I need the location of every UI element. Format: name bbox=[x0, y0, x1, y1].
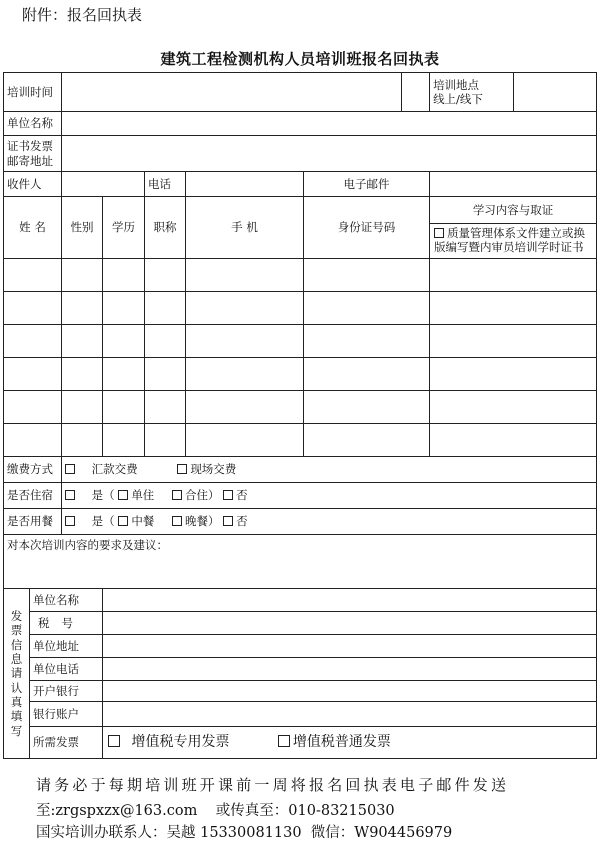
participant-education-cell[interactable] bbox=[103, 424, 145, 457]
participant-title-cell[interactable] bbox=[145, 292, 186, 325]
invoice-vertical-char: 信 bbox=[10, 637, 23, 652]
payment-onsite-checkbox[interactable] bbox=[177, 464, 187, 474]
participant-title-cell[interactable] bbox=[145, 391, 186, 424]
invoice-bank-cell[interactable] bbox=[103, 681, 597, 702]
meal-yes-checkbox[interactable] bbox=[65, 516, 75, 526]
invoice-vertical-char: 认 bbox=[10, 680, 23, 695]
participant-course-cell[interactable] bbox=[430, 259, 597, 292]
participant-course-cell[interactable] bbox=[430, 391, 597, 424]
lodging-label: 是否住宿 bbox=[4, 483, 62, 509]
participant-education-cell[interactable] bbox=[103, 391, 145, 424]
participant-row bbox=[4, 358, 597, 391]
col-name-header: 姓 名 bbox=[4, 197, 62, 259]
payment-remit-label: 汇款交费 bbox=[91, 462, 138, 477]
invoice-tax-cell[interactable] bbox=[103, 612, 597, 635]
lodging-options bbox=[62, 483, 597, 509]
course-header-title: 学习内容与取证 bbox=[430, 197, 596, 224]
meal-dinner-checkbox[interactable] bbox=[172, 516, 182, 526]
recipient-label: 收件人 bbox=[4, 172, 62, 197]
registration-form-table bbox=[3, 72, 597, 759]
invoice-address-label: 单位地址 bbox=[30, 635, 103, 658]
invoice-row-bank bbox=[4, 681, 597, 702]
location-gap bbox=[402, 73, 430, 112]
participant-gender-cell[interactable] bbox=[62, 358, 103, 391]
course-checkbox[interactable] bbox=[434, 228, 444, 238]
row-payment bbox=[4, 457, 597, 483]
training-time-cell[interactable] bbox=[62, 73, 402, 112]
participant-id-cell[interactable] bbox=[304, 325, 430, 358]
meal-label: 是否用餐 bbox=[4, 509, 62, 535]
invoice-row-type bbox=[4, 727, 597, 759]
participant-education-cell[interactable] bbox=[103, 259, 145, 292]
participant-gender-cell[interactable] bbox=[62, 424, 103, 457]
payment-options bbox=[62, 457, 597, 483]
participant-course-cell[interactable] bbox=[430, 325, 597, 358]
invoice-row-tax bbox=[4, 612, 597, 635]
footer-instruction: 请务必于每期培训班开课前一周将报名回执表电子邮件发送 bbox=[36, 776, 510, 794]
participant-course-cell[interactable] bbox=[430, 424, 597, 457]
payment-onsite-label: 现场交费 bbox=[190, 462, 237, 477]
invoice-bank-label: 开户银行 bbox=[30, 681, 103, 702]
requirements-label: 对本次培训内容的要求及建议： bbox=[7, 538, 168, 552]
form-title: 建筑工程检测机构人员培训班报名回执表 bbox=[160, 50, 440, 68]
invoice-account-cell[interactable] bbox=[103, 702, 597, 727]
row-requirements bbox=[4, 535, 597, 589]
participant-name-cell[interactable] bbox=[4, 358, 62, 391]
phone-label: 电话 bbox=[145, 172, 186, 197]
lodging-single-checkbox[interactable] bbox=[118, 490, 128, 500]
attachment-label: 附件：报名回执表 bbox=[22, 6, 143, 24]
meal-lunch-label: 中餐 bbox=[131, 514, 155, 529]
participant-id-cell[interactable] bbox=[304, 391, 430, 424]
location-label-line1: 培训地点 bbox=[433, 77, 480, 92]
vat-special-checkbox[interactable] bbox=[108, 735, 120, 747]
invoice-type-options bbox=[103, 727, 597, 759]
col-gender-header: 性别 bbox=[62, 197, 103, 259]
payment-label: 缴费方式 bbox=[4, 457, 62, 483]
invoice-section-label bbox=[4, 589, 30, 759]
row-mail-address bbox=[4, 136, 597, 172]
recipient-cell[interactable] bbox=[62, 172, 145, 197]
participant-education-cell[interactable] bbox=[103, 292, 145, 325]
participant-name-cell[interactable] bbox=[4, 325, 62, 358]
vat-ordinary-checkbox[interactable] bbox=[278, 735, 290, 747]
participants-header bbox=[4, 197, 597, 259]
participant-title-cell[interactable] bbox=[145, 424, 186, 457]
participant-education-cell[interactable] bbox=[103, 325, 145, 358]
company-name-label: 单位名称 bbox=[4, 112, 62, 136]
phone-cell[interactable] bbox=[186, 172, 304, 197]
participant-course-cell[interactable] bbox=[430, 358, 597, 391]
participant-name-cell[interactable] bbox=[4, 424, 62, 457]
invoice-row-address bbox=[4, 635, 597, 658]
vat-ordinary-label: 增值税普通发票 bbox=[292, 733, 391, 750]
payment-remit-checkbox[interactable] bbox=[65, 464, 75, 474]
invoice-row-company bbox=[4, 589, 597, 612]
participant-row bbox=[4, 292, 597, 325]
invoice-company-label: 单位名称 bbox=[30, 589, 103, 612]
row-recipient bbox=[4, 172, 597, 197]
meal-options bbox=[62, 509, 597, 535]
participant-mobile-cell[interactable] bbox=[186, 391, 304, 424]
participant-row bbox=[4, 391, 597, 424]
participant-mobile-cell[interactable] bbox=[186, 292, 304, 325]
participant-course-cell[interactable] bbox=[430, 292, 597, 325]
lodging-yes-checkbox[interactable] bbox=[65, 490, 75, 500]
invoice-vertical-char: 发 bbox=[10, 608, 23, 623]
row-lodging bbox=[4, 483, 597, 509]
invoice-vertical-char: 填 bbox=[10, 709, 23, 724]
meal-dinner-label: 晚餐） bbox=[184, 514, 220, 529]
invoice-address-cell[interactable] bbox=[103, 635, 597, 658]
invoice-vertical-char: 票 bbox=[10, 623, 23, 638]
participant-name-cell[interactable] bbox=[4, 259, 62, 292]
mail-address-label-line2: 邮寄地址 bbox=[7, 153, 53, 168]
location-cell[interactable] bbox=[430, 73, 597, 112]
lodging-yes-label: 是（ bbox=[91, 488, 115, 503]
invoice-tax-label-text: 税号 bbox=[38, 615, 85, 630]
row-company bbox=[4, 112, 597, 136]
invoice-account-label: 银行账户 bbox=[30, 702, 103, 727]
participant-gender-cell[interactable] bbox=[62, 259, 103, 292]
participant-name-cell[interactable] bbox=[4, 391, 62, 424]
participant-gender-cell[interactable] bbox=[62, 391, 103, 424]
course-option-text: 质量管理体系文件建立或换版编写暨内审员培训学时证书 bbox=[434, 226, 586, 255]
participant-id-cell[interactable] bbox=[304, 259, 430, 292]
requirements-cell[interactable] bbox=[4, 535, 597, 589]
participant-row bbox=[4, 259, 597, 292]
participant-title-cell[interactable] bbox=[145, 259, 186, 292]
row-training-time bbox=[4, 73, 597, 112]
participant-mobile-cell[interactable] bbox=[186, 325, 304, 358]
company-name-cell[interactable] bbox=[62, 112, 597, 136]
participant-education-cell[interactable] bbox=[103, 358, 145, 391]
lodging-shared-checkbox[interactable] bbox=[172, 490, 182, 500]
mail-address-label-line1: 证书发票 bbox=[7, 139, 53, 154]
col-id-header: 身份证号码 bbox=[304, 197, 430, 259]
meal-no-label: 否 bbox=[236, 514, 248, 529]
row-meals bbox=[4, 509, 597, 535]
invoice-vertical-char: 写 bbox=[10, 723, 23, 738]
participant-id-cell[interactable] bbox=[304, 424, 430, 457]
mail-address-label bbox=[4, 136, 62, 172]
location-label-line2: 线上/线下 bbox=[433, 92, 483, 106]
col-title-header: 职称 bbox=[145, 197, 186, 259]
meal-yes-label: 是（ bbox=[91, 514, 115, 529]
participant-title-cell[interactable] bbox=[145, 358, 186, 391]
participant-id-cell[interactable] bbox=[304, 358, 430, 391]
invoice-vertical-char: 真 bbox=[10, 695, 23, 710]
training-time-label: 培训时间 bbox=[4, 73, 62, 112]
email-cell[interactable] bbox=[430, 172, 597, 197]
invoice-phone-cell[interactable] bbox=[103, 658, 597, 681]
lodging-shared-label: 合住） bbox=[184, 488, 220, 503]
footer-email-fax: 至:zrgspxzx@163.com 或传真至：010-83215030 bbox=[36, 803, 395, 819]
email-label: 电子邮件 bbox=[304, 172, 430, 197]
invoice-phone-label: 单位电话 bbox=[30, 658, 103, 681]
lodging-no-label: 否 bbox=[236, 488, 248, 503]
lodging-single-label: 单住 bbox=[131, 488, 155, 503]
participant-mobile-cell[interactable] bbox=[186, 358, 304, 391]
location-input[interactable] bbox=[514, 73, 596, 111]
footer-contact: 国实培训办联系人：吴越 15330081130 微信：W904456979 bbox=[36, 825, 453, 841]
meal-lunch-checkbox[interactable] bbox=[118, 516, 128, 526]
col-education-header: 学历 bbox=[103, 197, 145, 259]
participant-gender-cell[interactable] bbox=[62, 325, 103, 358]
participant-gender-cell[interactable] bbox=[62, 292, 103, 325]
invoice-row-phone bbox=[4, 658, 597, 681]
invoice-row-account bbox=[4, 702, 597, 727]
participant-row bbox=[4, 325, 597, 358]
participant-mobile-cell[interactable] bbox=[186, 424, 304, 457]
course-option[interactable] bbox=[430, 224, 596, 258]
invoice-vertical-char: 请 bbox=[10, 666, 23, 681]
col-course-header bbox=[430, 197, 597, 259]
invoice-tax-label bbox=[30, 612, 103, 635]
participant-row bbox=[4, 424, 597, 457]
invoice-type-label: 所需发票 bbox=[30, 727, 103, 759]
lodging-no-checkbox[interactable] bbox=[223, 490, 233, 500]
invoice-company-cell[interactable] bbox=[103, 589, 597, 612]
participant-name-cell[interactable] bbox=[4, 292, 62, 325]
invoice-vertical-char: 息 bbox=[10, 651, 23, 666]
participant-mobile-cell[interactable] bbox=[186, 259, 304, 292]
participant-title-cell[interactable] bbox=[145, 325, 186, 358]
vat-special-label: 增值税专用发票 bbox=[131, 733, 230, 750]
location-label bbox=[430, 73, 514, 111]
col-mobile-header: 手 机 bbox=[186, 197, 304, 259]
participant-id-cell[interactable] bbox=[304, 292, 430, 325]
mail-address-cell[interactable] bbox=[62, 136, 597, 172]
meal-no-checkbox[interactable] bbox=[223, 516, 233, 526]
